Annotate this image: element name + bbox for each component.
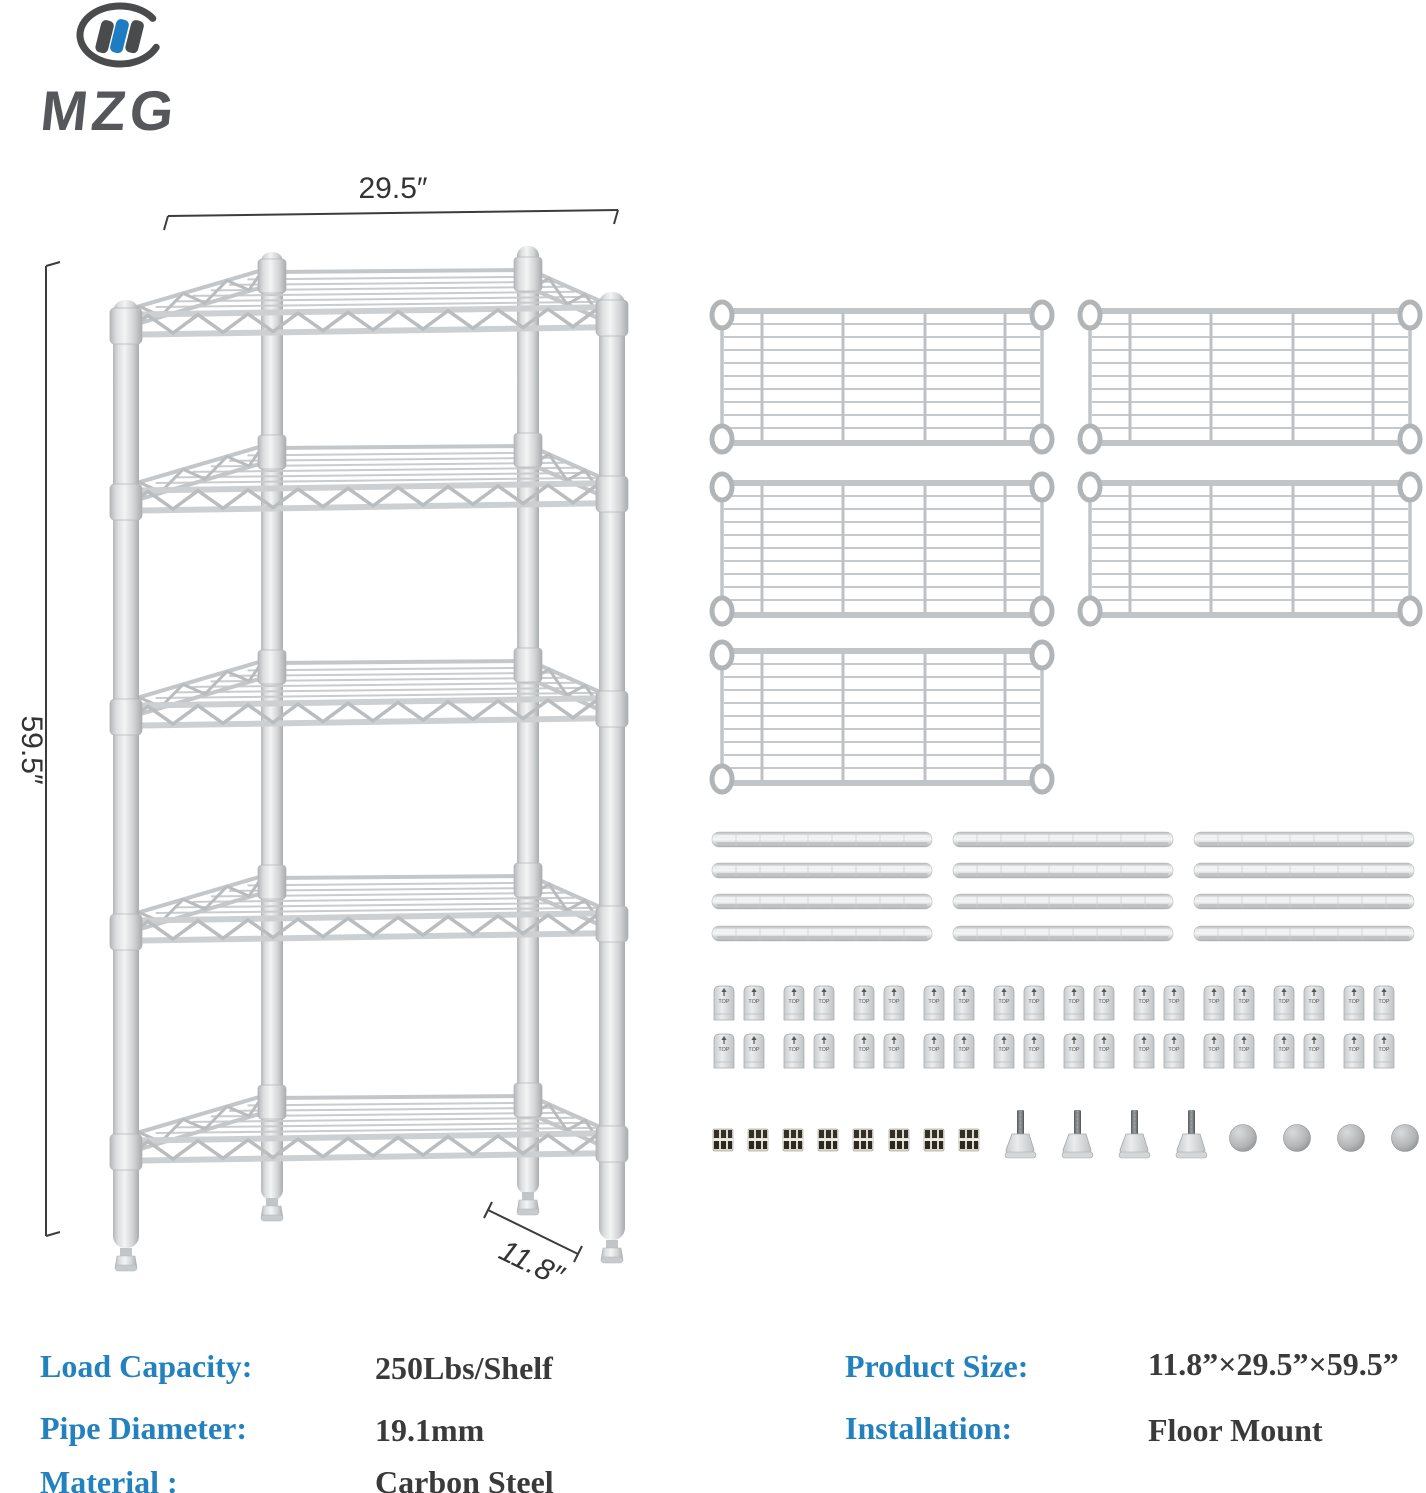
spec-label-material: Material : [40,1464,178,1493]
brand-logo [38,6,181,142]
parts-connectors [713,1129,979,1151]
wire-shelf-panel [712,302,1052,452]
shelving-unit-illustration [110,246,628,1271]
pole-segment [1194,832,1414,847]
wire-shelf-panel [712,474,1052,624]
spec-value-load-capacity: 250Lbs/Shelf [375,1350,553,1386]
spec-value-pipe-diameter: 19.1mm [375,1412,485,1448]
pole-segment [712,863,932,878]
spec-label-installation: Installation: [845,1410,1013,1446]
pole-segment [712,926,932,941]
pole-segment [953,926,1173,941]
parts-leveling-feet [1005,1110,1207,1158]
width-dimension [164,210,618,230]
pole-segment [1194,863,1414,878]
product-diagram-art: TOP MZG 29.5″ 59.5″ 11.8″ [0,0,1426,1493]
rack-foot [261,1198,283,1221]
pole-segment [712,894,932,909]
pole-segment [1194,926,1414,941]
spec-label-product-size: Product Size: [845,1348,1029,1384]
spec-value-product-size: 11.8”×29.5”×59.5” [1148,1346,1399,1382]
pole-segment [953,832,1173,847]
width-dimension-label: 29.5″ [358,172,428,205]
rack-foot [115,1248,137,1271]
pole-segment [953,894,1173,909]
spec-label-pipe-diameter: Pipe Diameter: [40,1410,248,1446]
pole-segment [1194,894,1414,909]
spec-label-load-capacity: Load Capacity: [40,1348,253,1384]
spec-value-material: Carbon Steel [375,1464,554,1493]
rack-foot [517,1192,539,1215]
pole-segment [953,863,1173,878]
parts-shelf-panels [712,302,1420,792]
parts-poles [712,832,1414,941]
rack-leg-front-right [599,292,625,1240]
parts-clips [714,986,1394,1068]
pole-segment [712,832,932,847]
wire-shelf-panel [1080,302,1420,452]
wire-shelf-panel [712,642,1052,792]
parts-top-caps [1230,1125,1419,1152]
brand-wordmark: MZG [37,79,181,142]
rack-foot [601,1240,623,1263]
front-leg-collars [110,300,628,1170]
height-dimension-label: 59.5″ [15,715,48,785]
rack-leg-front-left [113,300,139,1248]
brand-emblem [80,6,156,64]
depth-dimension-label: 11.8″ [493,1233,569,1293]
spec-value-installation: Floor Mount [1148,1412,1323,1448]
wire-shelf-panel [1080,474,1420,624]
